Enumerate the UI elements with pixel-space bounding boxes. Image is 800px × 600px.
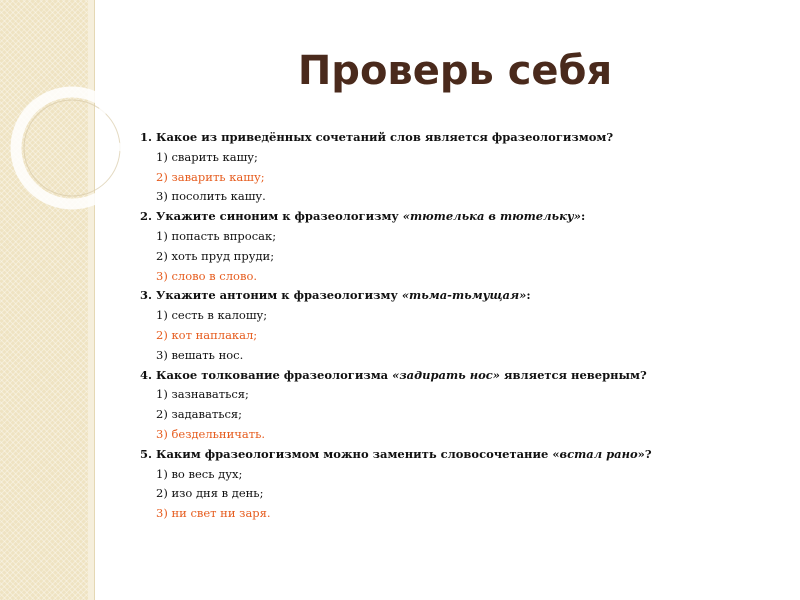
option-1-1: 1) сварить кашу; — [156, 149, 258, 164]
quiz-content — [140, 128, 780, 524]
question-1: 1. Какое из приведённых сочетаний слов является фразеологизмом? — [140, 130, 614, 144]
option-4-1: 1) зазнаваться; — [156, 387, 249, 402]
question-2: 2. Укажите синоним к фразеологизму «тютелька в тютельку»: — [140, 209, 586, 224]
option-1-3: 3) посолить кашу. — [156, 189, 266, 204]
option-5-1: 1) во весь дух; — [156, 466, 243, 481]
large-ring-inner — [24, 100, 120, 196]
option-3-2-correct: 2) кот наплакал; — [156, 327, 258, 342]
option-3-1: 1) сесть в калошу; — [156, 308, 268, 323]
option-2-2: 2) хоть пруд пруди; — [156, 248, 275, 263]
page-title: Проверь себя — [297, 48, 613, 94]
option-4-2: 2) задаваться; — [156, 407, 243, 422]
question-4: 4. Какое толкование фразеологизма «задирать нос» является неверным? — [140, 367, 647, 382]
option-5-3-correct: 3) ни свет ни заря. — [156, 506, 271, 521]
option-1-2-correct: 2) заварить кашу; — [156, 169, 265, 184]
option-3-3: 3) вешать нос. — [156, 347, 244, 362]
question-5: 5. Каким фразеологизмом можно заменить словосочетание «встал рано»? — [140, 446, 652, 461]
large-ring — [16, 92, 128, 204]
option-2-1: 1) попасть впросак; — [156, 228, 277, 243]
question-3: 3. Укажите антоним к фразеологизму «тьма-тьмущая»: — [140, 288, 531, 303]
option-5-2: 2) изо дня в день; — [156, 486, 264, 501]
option-2-3-correct: 3) слово в слово. — [156, 268, 258, 283]
option-4-3-correct: 3) бездельничать. — [156, 426, 265, 441]
